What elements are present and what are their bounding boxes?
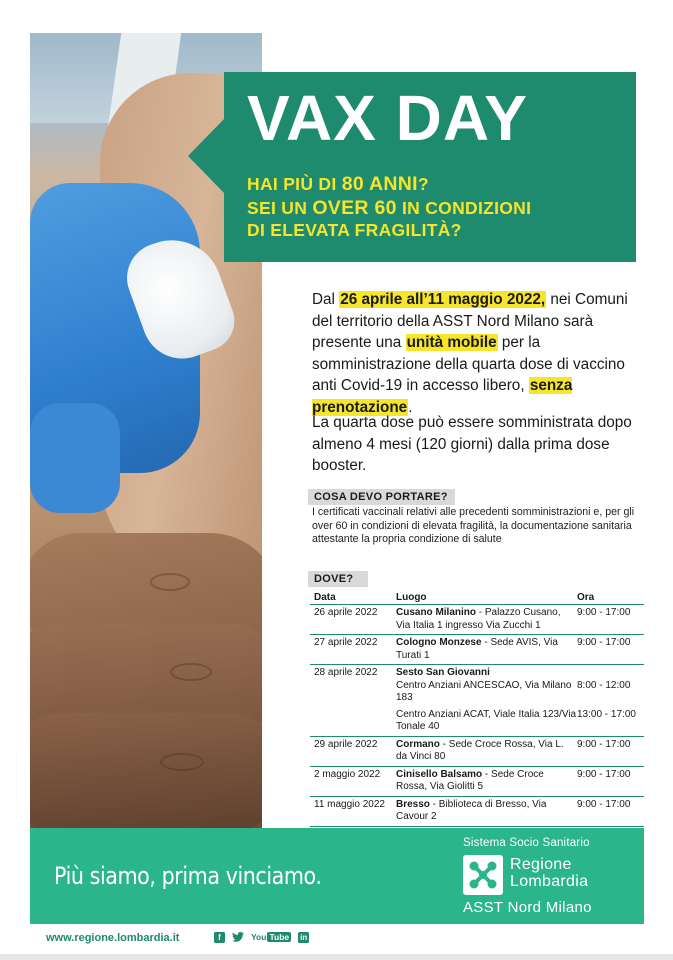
row-place: Cinisello Balsamo - Sede Croce Rossa, Via Giolitti 5 <box>396 768 544 792</box>
row-place: Cusano Milanino - Palazzo Cusano, Via Italia 1 ingresso Via Zucchi 1 <box>396 607 561 631</box>
subtitle-emphasis: OVER 60 <box>312 197 397 219</box>
header-time: Ora <box>577 592 595 603</box>
subtitle-line-2 <box>247 196 531 220</box>
bottom-rule <box>0 954 673 960</box>
locations-table <box>310 592 644 827</box>
subtitle-text: ? <box>417 174 429 194</box>
subtitle-line-1 <box>247 172 429 196</box>
row-date: 11 maggio 2022 <box>314 798 385 810</box>
row-time: 9:00 - 17:00 <box>577 768 631 780</box>
table-row <box>310 605 644 635</box>
where-label: DOVE? <box>308 571 368 587</box>
social-links <box>214 932 309 943</box>
row-time: 9:00 - 17:00 <box>577 607 631 618</box>
page-title: VAX DAY <box>247 82 528 154</box>
mobile-unit-highlight: unità mobile <box>406 334 497 351</box>
row-place: Bresso - Biblioteca di Bresso, Via Cavour 2 <box>396 798 547 822</box>
booster-paragraph: La quarta dose può essere somministrata dopo almeno 4 mesi (120 giorni) dalla prima dose booster. <box>312 414 632 474</box>
regione-lombardia-logo-icon <box>463 855 503 895</box>
table-row <box>310 797 644 827</box>
header-place: Luogo <box>396 592 427 603</box>
twitter-icon[interactable] <box>232 932 244 943</box>
no-booking-highlight: senza prenotazione <box>312 377 573 416</box>
linkedin-icon[interactable]: in <box>300 933 308 942</box>
subtitle-text: IN CONDIZIONI <box>396 198 532 218</box>
facebook-icon[interactable]: f <box>214 932 225 943</box>
row-time: 9:00 - 17:00 <box>577 738 631 750</box>
row-time: 8:00 - 12:00 <box>577 679 631 691</box>
slogan: Più siamo, prima vinciamo. <box>54 862 322 890</box>
youtube-icon[interactable]: You Tube <box>251 932 290 942</box>
subtitle-text: SEI UN <box>247 198 313 218</box>
intro-paragraph: Dal 26 aprile all’11 maggio 2022, nei Comuni del territorio della ASST Nord Milano sarà presente una unità mobile per la somministrazione della quarta dose di vaccino anti Covid-19 in accesso libero, senza prenotazione. <box>312 291 628 416</box>
system-label: Sistema Socio Sanitario <box>463 837 590 849</box>
subtitle-line-3: DI ELEVATA FRAGILITÀ? <box>247 220 462 240</box>
row-place: Centro Anziani ACAT, Viale Italia 123/Via Tonale 40 <box>396 708 577 732</box>
row-time: 9:00 - 17:00 <box>577 637 631 648</box>
row-date: 2 maggio 2022 <box>314 768 381 780</box>
row-city: Sesto San Giovanni <box>396 667 490 678</box>
row-place-group <box>396 667 644 734</box>
row-date: 29 aprile 2022 <box>314 738 378 750</box>
row-place: Centro Anziani ANCESCAO, Via Milano 183 <box>396 679 572 703</box>
row-place: Cologno Monzese - Sede AVIS, Via Turati 1 <box>396 637 558 661</box>
table-header <box>310 592 644 605</box>
row-time: 9:00 - 17:00 <box>577 798 631 810</box>
row-time: 13:00 - 17:00 <box>577 708 636 720</box>
dates-highlight: 26 aprile all’11 maggio 2022, <box>340 291 546 308</box>
row-date: 28 aprile 2022 <box>314 667 378 678</box>
subtitle-emphasis: 80 ANNI <box>341 173 418 195</box>
table-row <box>310 665 644 737</box>
row-date: 27 aprile 2022 <box>314 637 378 648</box>
bring-label: COSA DEVO PORTARE? <box>308 489 455 505</box>
row-date: 26 aprile 2022 <box>314 607 378 618</box>
header-date: Data <box>314 592 336 603</box>
table-row <box>310 767 644 797</box>
banner-arrow <box>188 118 225 194</box>
table-row <box>310 737 644 767</box>
bring-text: I certificati vaccinali relativi alle precedenti somministrazioni e, per gli over 60 in condizioni di elevata fragilità, la documentazione sanitaria attestante la propria condizione di salute <box>312 506 635 545</box>
row-place: Cormano - Sede Croce Rossa, Via L. da Vinci 80 <box>396 738 564 762</box>
table-row <box>310 635 644 665</box>
asst-label: ASST Nord Milano <box>463 899 592 916</box>
region-name: Regione Lombardia <box>510 856 589 890</box>
website-link[interactable]: www.regione.lombardia.it <box>46 932 180 944</box>
subtitle-text: HAI PIÙ DI <box>247 174 342 194</box>
